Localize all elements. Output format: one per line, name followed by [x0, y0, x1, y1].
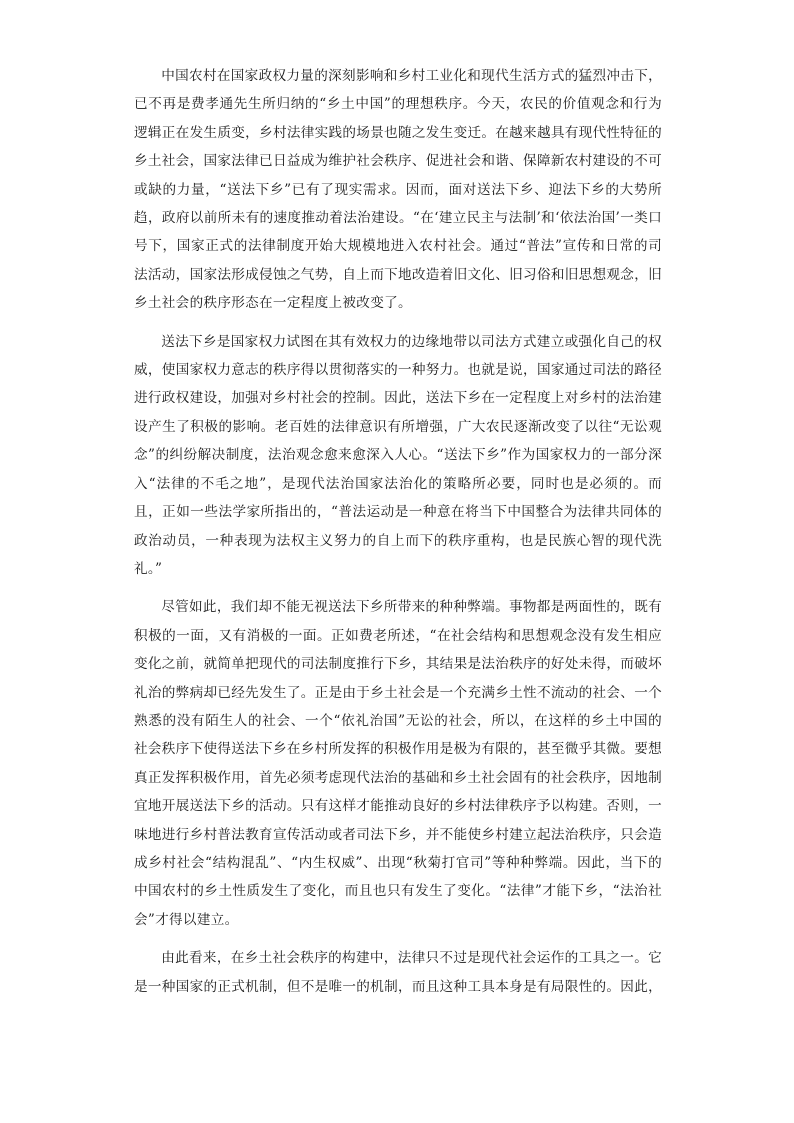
paragraph: 送法下乡是国家权力试图在其有效权力的边缘地带以司法方式建立或强化自己的权威，使国家权力意志的秩序得以贯彻落实的一种努力。也就是说，国家通过司法的路径进行政权建设，加强对乡村社会的控制。因此，送法下乡在一定程度上对乡村的法治建设产生了积极的影响。老百姓的法律意识有所增强，广大农民逐渐改变了以往“无讼观念”的纠纷解决制度，法治观念愈来愈深入人心。“送法下乡”作为国家权力的一部分深入“法律的不毛之地”，是现代法治国家法治化的策略所必要，同时也是必须的。而且，正如一些法学家所指出的，“普法运动是一种意在将当下中国整合为法律共同体的政治动员，一种表现为法权主义努力的自上而下的秩序重构，也是民族心智的现代洗礼。”: [134, 333, 662, 577]
paragraph: 尽管如此，我们却不能无视送法下乡所带来的种种弊端。事物都是两面性的，既有积极的一面，又有消极的一面。正如费老所述，“在社会结构和思想观念没有发生相应变化之前，就简单把现代的司法制度推行下乡，其结果是法治秩序的好处未得，而破坏礼治的弊病却已经先发生了。正是由于乡土社会是一个充满乡土性不流动的社会、一个熟悉的没有陌生人的社会、一个“依礼治国”无讼的社会，所以，在这样的乡土中国的社会秩序下使得送法下乡在乡村所发挥的积极作用是极为有限的，甚至微乎其微。要想真正发挥积极作用，首先必须考虑现代法治的基础和乡土社会固有的社会秩序，因地制宜地开展送法下乡的活动。只有这样才能推动良好的乡村法律秩序予以构建。否则，一味地进行乡村普法教育宣传活动或者司法下乡，并不能使乡村建立起法治秩序，只会造成乡村社会“结构混乱”、“内生权威”、出现“秋菊打官司”等种种弊端。因此，当下的中国农村的乡土性质发生了变化，而且也只有发生了变化。“法律”才能下乡，“法治社会”才得以建立。: [134, 599, 662, 928]
document-body: [134, 62, 662, 1011]
paragraph: 中国农村在国家政权力量的深刻影响和乡村工业化和现代生活方式的猛烈冲击下，已不再是费孝通先生所归纳的“乡土中国”的理想秩序。今天，农民的价值观念和行为逻辑正在发生质变，乡村法律实践的场景也随之发生变迁。在越来越具有现代性特征的乡土社会，国家法律已日益成为维护社会秩序、促进社会和谐、保障新农村建设的不可或缺的力量，“送法下乡”已有了现实需求。因而，面对送法下乡、迎法下乡的大势所趋，政府以前所未有的速度推动着法治建设。“在‘建立民主与法制’和‘依法治国’一类口号下，国家正式的法律制度开始大规模地进入农村社会。通过“普法”宣传和日常的司法活动，国家法形成侵蚀之气势，自上而下地改造着旧文化、旧习俗和旧思想观念，旧乡土社会的秩序形态在一定程度上被改变了。: [134, 68, 662, 312]
paragraph: 由此看来，在乡土社会秩序的构建中，法律只不过是现代社会运作的工具之一。它是一种国家的正式机制，但不是唯一的机制，而且这种工具本身是有局限性的。因此，: [134, 950, 662, 995]
